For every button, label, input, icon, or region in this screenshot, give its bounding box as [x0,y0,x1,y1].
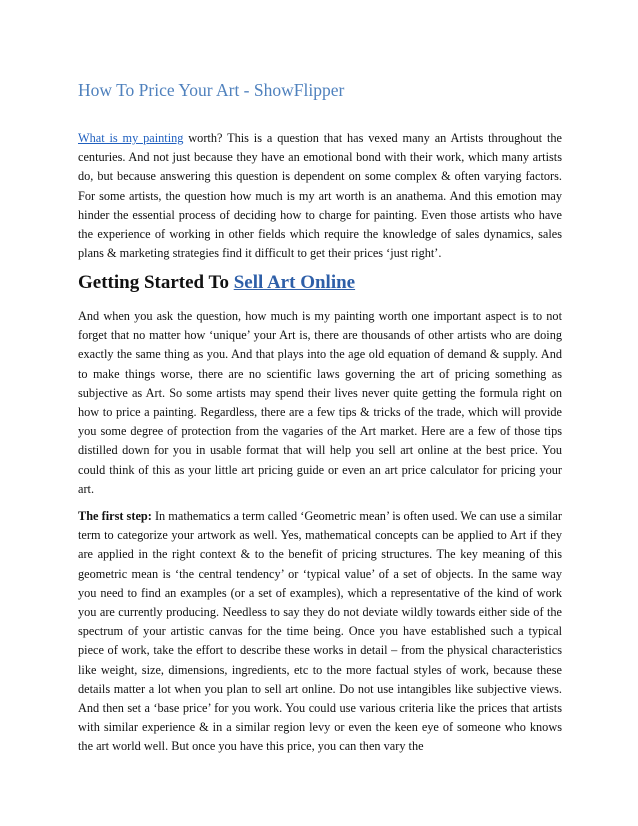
first-step-paragraph [78,507,562,757]
section-heading-text: Getting Started To [78,272,234,293]
what-is-my-painting-link[interactable]: What is my painting [78,131,184,145]
intro-text: worth? This is a question that has vexed many an Artists throughout the centuries. And not just because they have an emotional bond with their work, which many artists do, but because answering this question is dependent on some complex & often varying factors. For some artists, the question how much is my art worth is an anathema. And this emotion may hinder the essential process of deciding how to charge for painting. Even those artists who have the experience of working in other fields which require the knowledge of sales dynamics, sales plans & marketing strategies find it difficult to get their prices ‘just right’. [78,131,562,261]
intro-paragraph [78,129,562,263]
first-step-lead: The first step: [78,509,152,523]
section-paragraph: And when you ask the question, how much is my painting worth one important aspect is to not forget that no matter how ‘unique’ your Art is, there are thousands of other artists who are doing exactly the same thing as you. And that plays into the age old equation of demand & supply. And to make things worse, there are no scientific laws governing the art of pricing something as subjective as Art. So some artists may spend their lives never quite getting the formula right on how to price a painting. Regardless, there are a few tips & tricks of the trade, which will provide you some degree of protection from the vagaries of the Art market. Here are a few of those tips distilled down for you in usable format that will help you sell art online at the best price. You could think of this as your little art pricing guide or even an art price calculator for pricing your art. [78,309,562,496]
document-title: How To Price Your Art - ShowFlipper [78,80,345,100]
section-heading [78,271,355,295]
sell-art-online-link[interactable]: Sell Art Online [233,272,356,293]
first-step-text: In mathematics a term called ‘Geometric mean’ is often used. We can use a similar term to categorize your artwork as well. Yes, mathematical concepts can be applied to Art if they are applied in the right context & to the benefit of pricing structures. The key meaning of this geometric mean is ‘the central tendency’ or ‘typical value’ of a set of objects. In the same way you need to find an examples (or a set of examples), which a representative of the kind of work you are currently producing. Needless to say they do not deviate wildly towards either side of the spectrum of your artistic canvas for the time being. Once you have established such a typical piece of work, take the effort to describe these works in detail – from the physical characteristics like weight, size, dimensions, ingredients, etc to the more factual styles of work, because these details matter a lot when you plan to sell art online. Do not use intangibles like subjective views. And then set a ‘base price’ for you work. You could use various criteria like the prices that artists with similar experience & in a similar region levy or even the keen eye of someone who knows the art world well. But once you have this price, you can then vary the [78,509,562,754]
